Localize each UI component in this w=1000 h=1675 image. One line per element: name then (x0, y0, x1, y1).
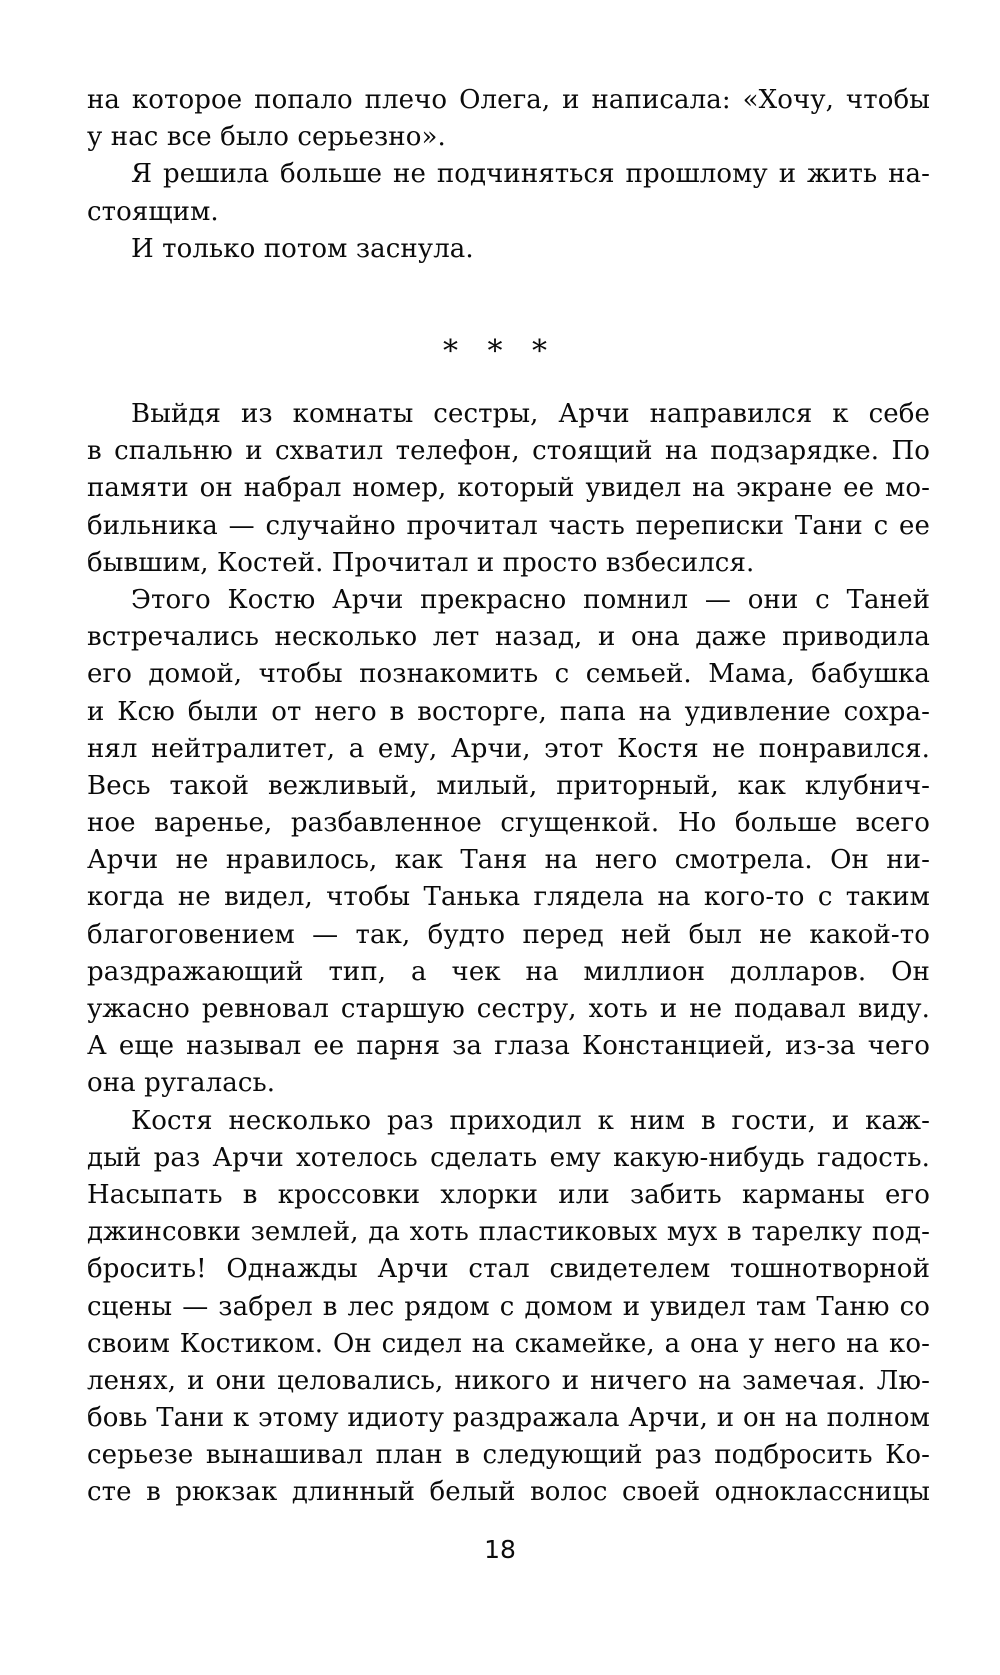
text-line: она ругалась. (87, 1068, 276, 1099)
text-line: раздражающий тип, а чек на миллион долларов. Он (87, 956, 930, 987)
text-line: И только потом заснула. (131, 233, 474, 264)
text-line: Костя несколько раз приходил к ним в гости, и каж- (131, 1105, 930, 1136)
text-line: сте в рюкзак длинный белый волос своей одноклассницы (87, 1477, 930, 1508)
text-line: когда не видел, чтобы Танька глядела на кого-то с таким (87, 882, 930, 913)
text-line: ленях, и они целовались, никого и ничего на замечая. Лю- (87, 1365, 930, 1396)
text-line: Выйдя из комнаты сестры, Арчи направился к себе (131, 399, 930, 429)
text-line: на которое попало плечо Олега, и написала: «Хочу, чтобы (87, 85, 930, 115)
text-line: его домой, чтобы познакомить с семьей. Мама, бабушка (87, 659, 930, 690)
text-line: бильника — случайно прочитал часть переписки Тани с ее (87, 510, 930, 541)
text-line: Арчи не нравилось, как Таня на него смотрела. Он ни- (87, 845, 930, 876)
intro-text (87, 82, 930, 268)
text-line: Этого Костю Арчи прекрасно помнил — они с Таней (131, 584, 930, 615)
text-line: джинсовки землей, да хоть пластиковых мух в тарелку под- (87, 1217, 930, 1248)
text-line: у нас все было серьезно». (87, 122, 446, 153)
page-number: 18 (484, 1535, 516, 1564)
text-line: ужасно ревновал старшую сестру, хоть и не подавал виду. (87, 994, 930, 1024)
text-line: стоящим. (87, 196, 219, 227)
text-line: нял нейтралитет, а ему, Арчи, этот Костя не понравился. (87, 733, 930, 764)
main-text (87, 396, 930, 1512)
text-line: памяти он набрал номер, который увидел на экране ее мо- (87, 473, 930, 504)
text-line: ное варенье, разбавленное сгущенкой. Но больше всего (87, 808, 930, 839)
text-line: встречались несколько лет назад, и она даже приводила (87, 622, 930, 653)
text-line: бовь Тани к этому идиоту раздражала Арчи, и он на полном (87, 1403, 930, 1434)
text-line: и Ксю были от него в восторге, папа на удивление сохра- (87, 696, 930, 727)
text-line: своим Костиком. Он сидел на скамейке, а она у него на ко- (87, 1328, 930, 1359)
text-line: бросить! Однажды Арчи стал свидетелем тошнотворной (87, 1254, 930, 1285)
text-line: бывшим, Костей. Прочитал и просто взбесился. (87, 547, 755, 578)
text-line: в спальню и схватил телефон, стоящий на подзарядке. По (87, 436, 930, 467)
text-line: дый раз Арчи хотелось сделать ему какую-нибудь гадость. (87, 1142, 930, 1173)
text-line: Весь такой вежливый, милый, приторный, как клубнич- (87, 770, 930, 801)
text-line: Насыпать в кроссовки хлорки или забить карманы его (87, 1179, 930, 1210)
text-line: благоговением — так, будто перед ней был не какой-то (87, 919, 930, 950)
text-line: серьезе вынашивал план в следующий раз подбросить Ко- (87, 1440, 930, 1471)
text-line: сцены — забрел в лес рядом с домом и увидел там Таню со (87, 1291, 930, 1322)
text-line: А еще называл ее парня за глаза Констанцией, из-за чего (87, 1031, 930, 1062)
text-line: Я решила больше не подчиняться прошлому и жить на- (131, 159, 930, 190)
section-separator: * * * (442, 334, 558, 369)
